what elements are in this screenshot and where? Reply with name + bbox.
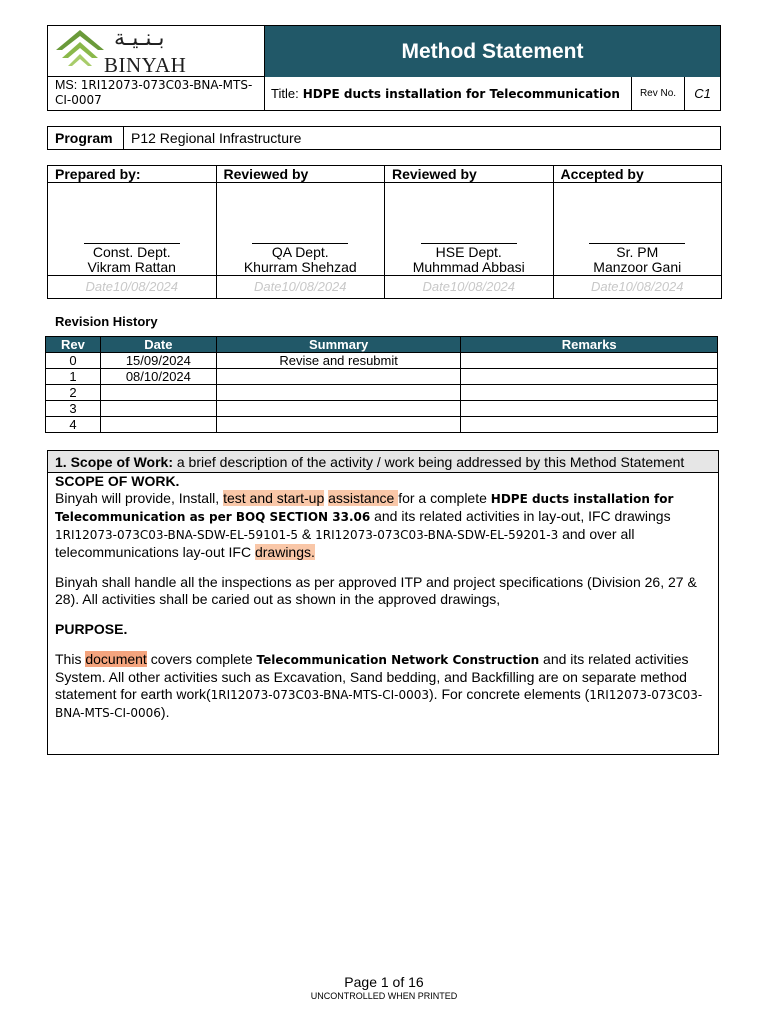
highlighted-text: assistance <box>328 490 399 506</box>
signature-block <box>553 183 722 276</box>
date-cell <box>100 401 216 417</box>
rev-no-value: C1 <box>694 86 711 101</box>
rev-cell: 4 <box>46 417 101 433</box>
scope-of-work-title: SCOPE OF WORK. <box>55 473 180 489</box>
program-row <box>47 126 721 150</box>
summary-cell <box>216 401 461 417</box>
document-type-title: Method Statement <box>265 26 720 77</box>
date-cell <box>100 417 216 433</box>
text-run: and its related activities in lay-out, IFC drawings <box>370 508 671 524</box>
revision-history-title: Revision History <box>55 314 158 329</box>
date-cell <box>100 385 216 401</box>
column-header: Date <box>100 337 216 353</box>
text-run: ). <box>160 704 170 720</box>
signature-dept: Sr. PM <box>616 244 659 260</box>
table-row <box>46 385 718 401</box>
purpose-paragraph <box>55 651 712 722</box>
bold-text: Telecommunication Network Construction <box>256 653 540 667</box>
scope-paragraph <box>55 490 712 561</box>
rev-cell: 1 <box>46 369 101 385</box>
summary-cell <box>216 385 461 401</box>
scope-heading-bold: 1. Scope of Work: <box>55 454 173 470</box>
purpose-title: PURPOSE. <box>55 621 128 637</box>
signature-date: Date10/08/2024 <box>216 276 385 299</box>
signature-date: Date10/08/2024 <box>385 276 554 299</box>
scope-paragraph: Binyah shall handle all the inspections as per approved ITP and project specifications (Division 26, 27 & 28). All activities shall be caried out as shown in the approved drawings, <box>55 574 697 607</box>
signature-name: Manzoor Gani <box>593 259 682 275</box>
rev-no-label: Rev No. <box>632 77 685 110</box>
logo-cell <box>48 26 265 77</box>
title-value: HDPE ducts installation for Telecommunication <box>302 86 620 101</box>
text-run: ). For concrete elements ( <box>429 686 590 702</box>
ms-number <box>48 77 265 110</box>
signature-heading: Prepared by: <box>48 166 217 183</box>
summary-cell <box>216 369 461 385</box>
text-run: Binyah will provide, Install, <box>55 490 224 506</box>
signature-dept: QA Dept. <box>271 244 329 260</box>
signature-name: Muhmmad Abbasi <box>412 259 525 275</box>
remarks-cell <box>461 401 718 417</box>
text-run: and over all telecommunications lay-out IFC <box>55 526 635 560</box>
column-header: Remarks <box>461 337 718 353</box>
binyah-logo-icon <box>54 28 106 76</box>
approval-signatures-table <box>47 165 722 299</box>
signature-date: Date10/08/2024 <box>48 276 217 299</box>
column-header: Summary <box>216 337 461 353</box>
signature-heading: Reviewed by <box>385 166 554 183</box>
rev-cell: 2 <box>46 385 101 401</box>
text-run: and its related activities System. All other activities such as Excavation, Sand bedding, and Backfilling are on separate method statement for earth work( <box>55 651 689 702</box>
highlighted-text: test and start-up <box>223 490 325 506</box>
column-header: Rev <box>46 337 101 353</box>
remarks-cell <box>461 353 718 369</box>
ms-value: 1RI12073-073C03-BNA-MTS-CI-0007 <box>55 78 253 107</box>
scope-body <box>55 473 712 722</box>
table-row <box>46 369 718 385</box>
text-run: covers complete <box>146 651 257 667</box>
signature-block <box>385 183 554 276</box>
page-number: Page 1 of 16 <box>344 974 424 990</box>
table-row <box>46 417 718 433</box>
signature-dept: Const. Dept. <box>92 244 171 260</box>
drawing-reference: 1RI12073-073C03-BNA-SDW-EL-59201-3 <box>315 528 559 542</box>
signature-name: Khurram Shehzad <box>243 259 357 275</box>
signature-heading: Accepted by <box>553 166 722 183</box>
document-header <box>47 25 721 111</box>
table-row <box>46 401 718 417</box>
signature-name: Vikram Rattan <box>87 259 176 275</box>
drawing-reference: 1RI12073-073C03-BNA-SDW-EL-59101-5 <box>55 528 299 542</box>
table-row <box>46 353 718 369</box>
scope-of-work-section <box>47 450 719 755</box>
text-run: for a complete <box>398 490 491 506</box>
document-title <box>265 77 632 110</box>
program-label: Program <box>48 127 124 149</box>
text-run: & <box>298 526 316 542</box>
title-label: Title: <box>271 86 299 101</box>
document-reference: 1RI12073-073C03-BNA-MTS-CI-0003 <box>210 688 429 702</box>
remarks-cell <box>461 417 718 433</box>
uncontrolled-notice: UNCONTROLLED WHEN PRINTED <box>310 991 458 1001</box>
signature-heading: Reviewed by <box>216 166 385 183</box>
document-reference: 1RI12073-073C03-BNA-MTS-CI-0006 <box>55 688 703 720</box>
revision-history-table <box>45 336 718 433</box>
signature-block <box>216 183 385 276</box>
scope-heading <box>48 451 718 473</box>
date-cell: 08/10/2024 <box>100 369 216 385</box>
signature-date: Date10/08/2024 <box>553 276 722 299</box>
rev-cell: 0 <box>46 353 101 369</box>
highlighted-text: drawings. <box>254 544 315 560</box>
signature-dept: HSE Dept. <box>435 244 502 260</box>
signature-block <box>48 183 217 276</box>
logo-text: BINYAH <box>104 53 187 77</box>
summary-cell: Revise and resubmit <box>216 353 461 369</box>
remarks-cell <box>461 385 718 401</box>
date-cell: 15/09/2024 <box>100 353 216 369</box>
ms-label: MS: <box>55 78 78 92</box>
highlighted-text: document <box>85 651 147 667</box>
remarks-cell <box>461 369 718 385</box>
summary-cell <box>216 417 461 433</box>
program-value: P12 Regional Infrastructure <box>131 130 302 146</box>
text-run: This <box>55 651 86 667</box>
rev-cell: 3 <box>46 401 101 417</box>
bold-text: HDPE ducts installation for Telecommunication as per BOQ SECTION 33.06 <box>55 492 674 524</box>
scope-heading-text: a brief description of the activity / work being addressed by this Method Statement <box>172 454 685 470</box>
logo-arabic-text: بـنـيـة <box>114 26 165 51</box>
